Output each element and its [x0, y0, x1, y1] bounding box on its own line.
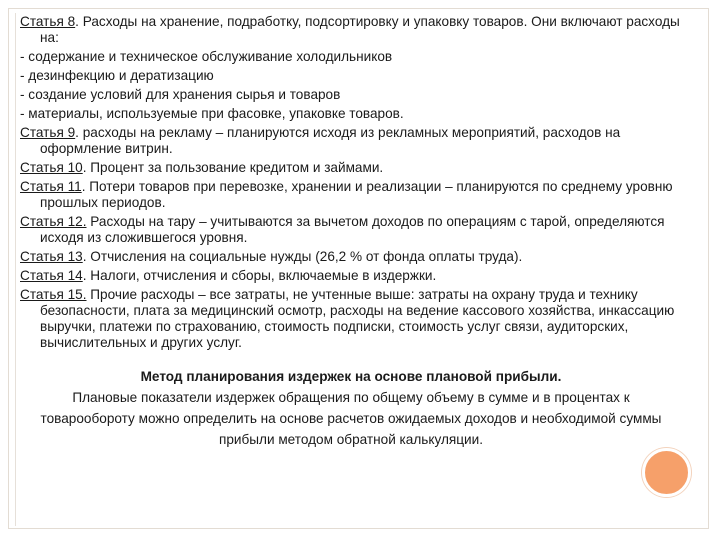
article-11-paragraph	[20, 179, 682, 211]
article-text: . Потери товаров при перевозке, хранении и реализации – планируются по среднему уровню прошлых периодов.	[40, 179, 673, 210]
article-label: Статья 12.	[20, 214, 87, 229]
article-label: Статья 10	[20, 160, 83, 175]
section-body: Плановые показатели издержек обращения по общему объему в сумме и в процентах к товарообороту можно определить на основе расчетов ожидаемых доходов и необходимой суммы прибыли методом обратной калькуляции.	[40, 390, 662, 447]
bullet-item: - создание условий для хранения сырья и товаров	[20, 87, 341, 102]
article-text: . Налоги, отчисления и сборы, включаемые в издержки.	[82, 268, 437, 283]
article-label: Статья 14	[20, 268, 83, 283]
article-label: Статья 9	[20, 125, 76, 140]
article-13-paragraph	[20, 249, 682, 265]
slide-content	[20, 14, 682, 450]
article-15-paragraph	[20, 287, 682, 351]
article-12-paragraph	[20, 214, 682, 246]
article-9-paragraph	[20, 125, 682, 157]
article-text: . расходы на рекламу – планируются исходя из рекламных мероприятий, расходов на оформление витрин.	[40, 125, 621, 156]
article-10-paragraph	[20, 160, 682, 176]
article-8-label: Статья 8	[20, 14, 76, 29]
bullet-item: - материалы, используемые при фасовке, упаковке товаров.	[20, 106, 404, 121]
article-label: Статья 11	[20, 179, 82, 194]
article-label: Статья 13	[20, 249, 83, 264]
planning-method-section	[20, 366, 682, 450]
bullet-item: - содержание и техническое обслуживание холодильников	[20, 49, 393, 64]
section-title: Метод планирования издержек на основе плановой прибыли.	[140, 369, 562, 384]
article-8-text: . Расходы на хранение, подработку, подсортировку и упаковку товаров. Они включают расходы на:	[40, 14, 680, 45]
bullet-item: - дезинфекцию и дератизацию	[20, 68, 214, 83]
article-text: Прочие расходы – все затраты, не учтенные выше: затраты на охрану труда и технику безопасности, плата за медицинский осмотр, расходы на ведение кассового хозяйства, инкассацию выручки, платежи по страхованию, стоимость подписки, стоимость услуг связи, аудиторских, вычислительных и других услуг.	[40, 287, 675, 350]
article-14-paragraph	[20, 268, 682, 284]
decorative-circle	[642, 448, 691, 497]
article-8-paragraph	[20, 14, 682, 46]
article-text: . Отчисления на социальные нужды (26,2 % от фонда оплаты труда).	[82, 249, 523, 264]
article-text: . Процент за пользование кредитом и займами.	[82, 160, 384, 175]
article-label: Статья 15.	[20, 287, 87, 302]
article-text: Расходы на тару – учитываются за вычетом доходов по операциям с тарой, определяются исходя из сложившегося уровня.	[40, 214, 665, 245]
